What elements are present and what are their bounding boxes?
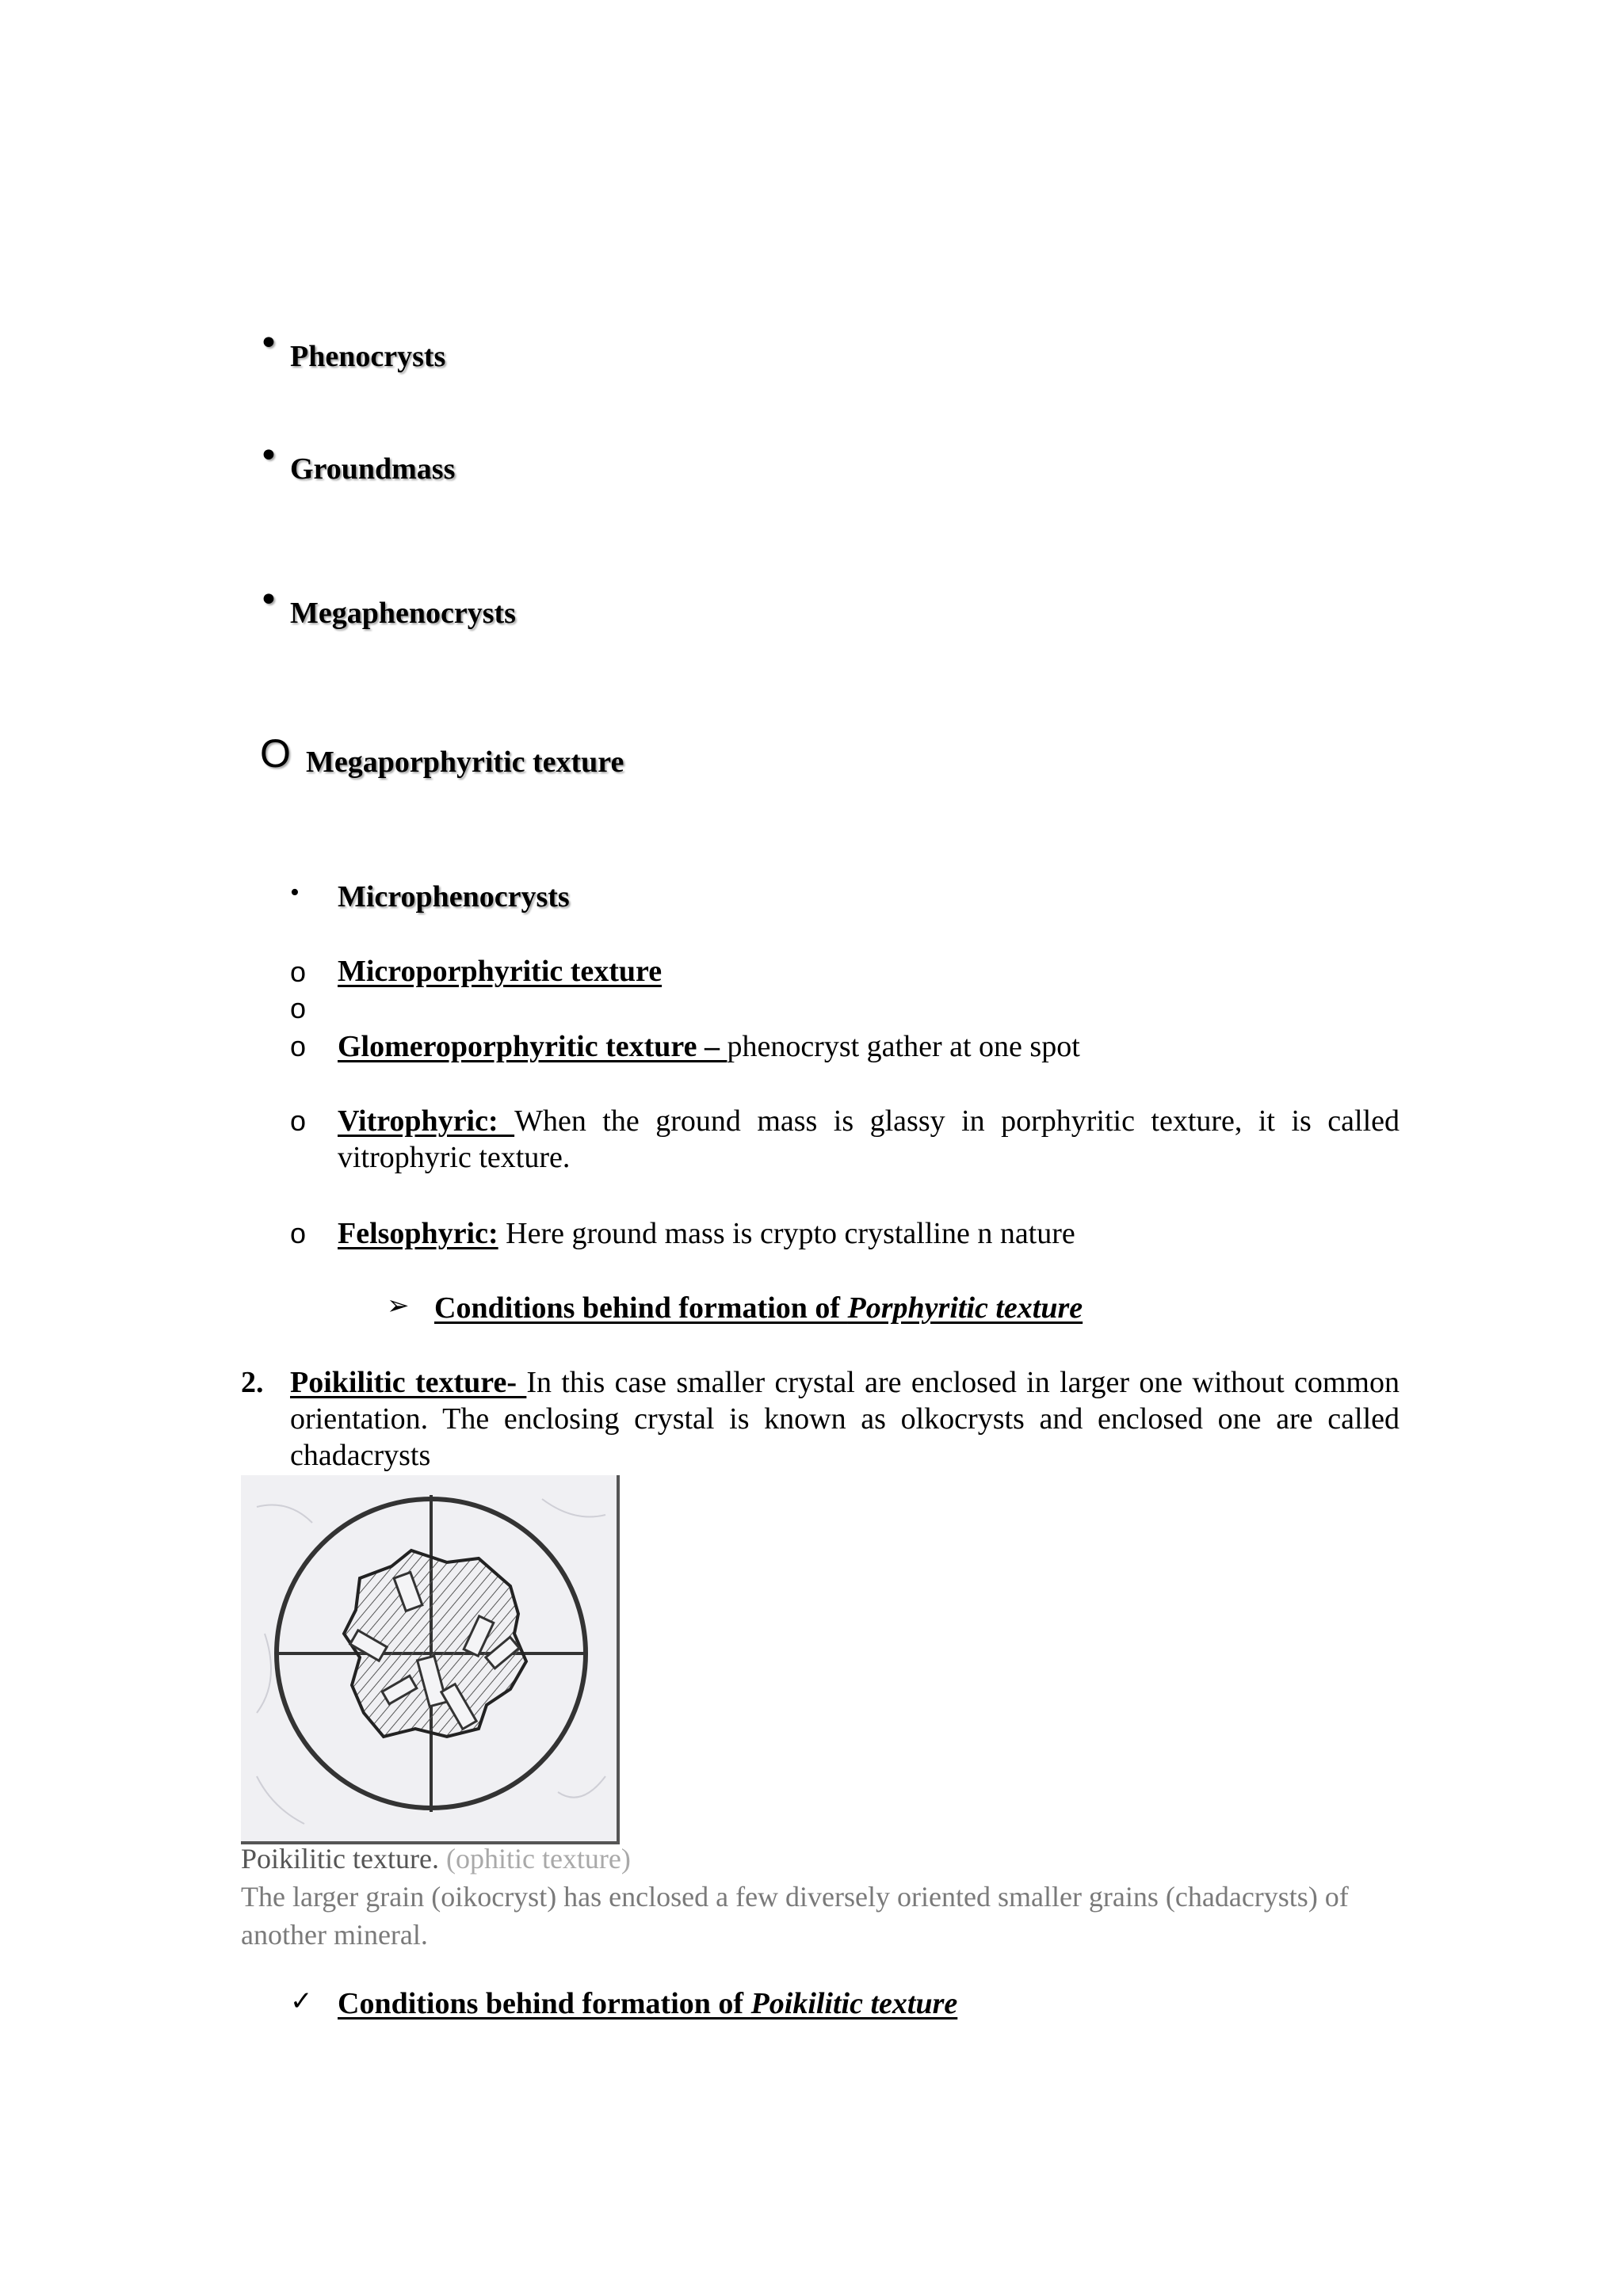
o-marker-icon: o (290, 1217, 307, 1249)
vitro-desc: When the ground mass is glassy in porphyritic texture, it is called vitrophyric texture. (338, 1104, 1400, 1174)
bullet-icon: • (258, 436, 279, 476)
felso-item (338, 1215, 1075, 1252)
section-number: 2. (241, 1366, 264, 1399)
bullet-item-groundmass (258, 436, 279, 476)
checkmark-icon: ✓ (290, 1985, 313, 2017)
bullet-label: Groundmass (290, 452, 456, 486)
bullet-label: Megaphenocrysts (290, 597, 516, 630)
felso-term: Felsophyric: (338, 1217, 498, 1250)
glomero-item (338, 1028, 1080, 1065)
porphyritic-conditions-heading (434, 1290, 1083, 1326)
caption-title-line (241, 1840, 1350, 1878)
caption-alt: (ophitic texture) (445, 1843, 631, 1875)
section2-desc: In this case smaller crystal are enclosed in larger one without common orientation. The enclosing crystal is known as olkocrysts and enclosed one are called chadacrysts (290, 1366, 1400, 1472)
mega-texture-label: Megaporphyritic texture (306, 746, 624, 779)
circle-marker-icon: O (260, 731, 291, 776)
section2-term: Poikilitic texture- (290, 1366, 527, 1399)
poikilitic-figure (241, 1475, 620, 1844)
o-marker-icon: o (290, 1030, 307, 1062)
o-marker-icon: o (290, 1104, 307, 1137)
poikilitic-conditions-heading (338, 1985, 957, 2022)
bullet-item-phenocrysts (258, 323, 279, 364)
conditions-emphasis: Poikilitic texture (750, 1987, 958, 2020)
vitro-item (338, 1103, 1400, 1176)
bullet-icon: • (258, 323, 279, 364)
vitro-term: Vitrophyric: (338, 1104, 515, 1138)
caption-title: Poikilitic texture (241, 1843, 432, 1875)
micro-texture-label: Microporphyritic texture (338, 955, 663, 988)
section2-paragraph (290, 1364, 1400, 1474)
bullet-label: Phenocrysts (290, 340, 446, 373)
bullet-icon: • (258, 580, 279, 620)
small-bullet-icon: • (290, 878, 300, 907)
glomero-desc: phenocryst gather at one spot (727, 1030, 1080, 1063)
figure-caption (241, 1840, 1350, 1954)
caption-text: The larger grain (oikocryst) has enclosed a few diversely oriented smaller grains (chadacrysts) of another mineral. (241, 1881, 1349, 1951)
arrow-bullet-icon: ➢ (387, 1290, 410, 1322)
micro-label: Microphenocrysts (338, 880, 570, 913)
poikilitic-diagram (241, 1475, 617, 1841)
o-marker-icon: o (290, 992, 307, 1024)
conditions-prefix: Conditions behind formation of (338, 1987, 751, 2020)
bullet-item-megaphenocrysts (258, 580, 279, 620)
caption-title-suffix: . (431, 1843, 446, 1875)
glomero-term: Glomeroporphyritic texture – (338, 1030, 727, 1063)
felso-desc: Here ground mass is crypto crystalline n nature (498, 1217, 1075, 1250)
conditions-prefix: Conditions behind formation of (434, 1291, 848, 1325)
conditions-emphasis: Porphyritic texture (847, 1291, 1083, 1325)
o-marker-icon: o (290, 955, 307, 988)
